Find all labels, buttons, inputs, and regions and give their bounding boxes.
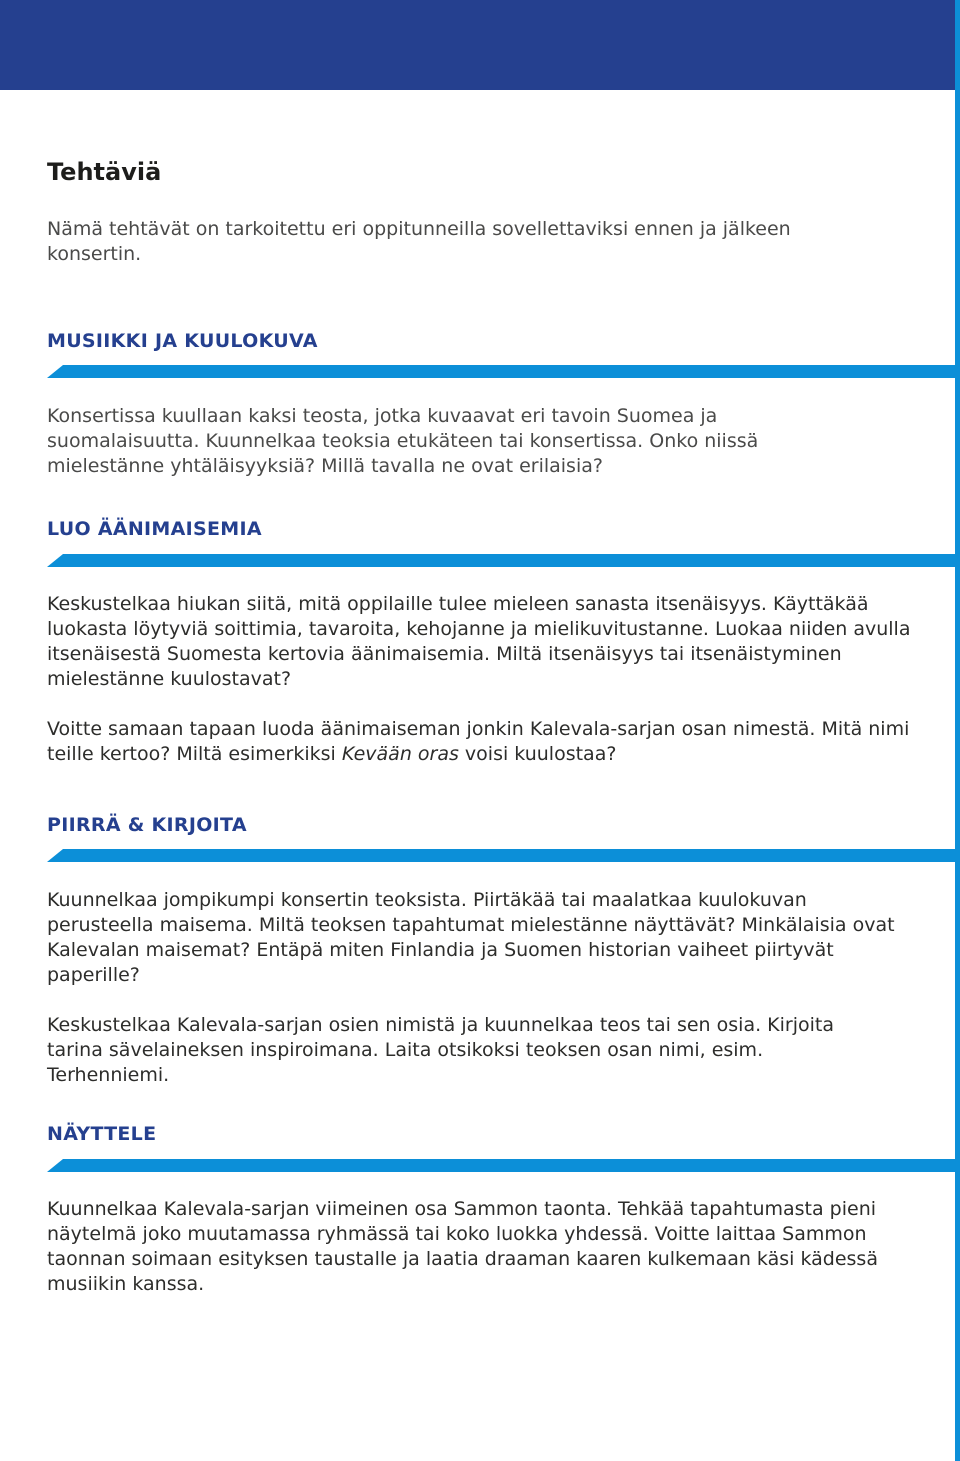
header-band — [0, 0, 955, 90]
page-title: Tehtäviä — [47, 158, 162, 186]
section-paragraph: Keskustelkaa hiukan siitä, mitä oppilaille tulee mieleen sanasta itsenäisyys. Käyttäkää luokasta löytyviä soittimia, tavaroita, kehojanne ja mielikuvitustanne. Luokaa niiden avulla itsenäisestä Suomesta kertovia äänimaisemia. Miltä itsenäisyys tai itsenäistyminen mielestänne kuulostavat? — [47, 593, 911, 690]
section-heading-musiikki: MUSIIKKI JA KUULOKUVA — [47, 330, 318, 352]
section-paragraph: Kuunnelkaa Kalevala-sarjan viimeinen osa Sammon taonta. Tehkää tapahtumasta pieni näytelmä joko muutamassa ryhmässä tai koko luokka yhdessä. Voitte laittaa Sammon taonnan soimaan esityksen taustalle ja laatia draaman kaaren kulkemaan käsi kädessä musiikin kanssa. — [47, 1198, 878, 1295]
section-rule — [47, 554, 960, 567]
section-paragraph: Keskustelkaa Kalevala-sarjan osien nimistä ja kuunnelkaa teos tai sen osia. Kirjoita tarina sävelaineksen inspiroimana. Laita otsikoksi teoksen osan nimi, esim. Terhenniemi. — [47, 1014, 834, 1086]
paragraph-text: Voitte samaan tapaan luoda äänimaiseman jonkin Kalevala-sarjan osan nimestä. Mitä nimi teille kertoo? Miltä esimerkiksi — [47, 718, 910, 765]
section-paragraph: Kuunnelkaa jompikumpi konsertin teoksista. Piirtäkää tai maalatkaa kuulokuvan perusteella maisema. Miltä teoksen tapahtumat mielestänne näyttävät? Minkälaisia ovat Kalevalan maisemat? Entäpä miten Finlandia ja Suomen historian vaiheet piirtyvät paperille? — [47, 889, 895, 986]
section-heading-luo-aanimaisemia: LUO ÄÄNIMAISEMIA — [47, 518, 262, 540]
intro-paragraph: Nämä tehtävät on tarkoitettu eri oppitunneilla sovellettaviksi ennen ja jälkeen konsertin. — [47, 218, 791, 265]
right-edge-stripe — [955, 90, 960, 1461]
work-title: Kevään oras — [341, 743, 459, 765]
right-edge-stripe-top — [955, 0, 960, 90]
section-paragraph: Konsertissa kuullaan kaksi teosta, jotka kuvaavat eri tavoin Suomea ja suomalaisuutta. Kuunnelkaa teoksia etukäteen tai konsertissa. Onko niissä mielestänne yhtäläisyyksiä? Millä tavalla ne ovat erilaisia? — [47, 405, 759, 477]
paragraph-text: voisi kuulostaa? — [458, 743, 617, 765]
section-rule — [47, 1159, 960, 1172]
section-rule — [47, 849, 960, 862]
section-paragraph — [47, 717, 927, 767]
section-rule — [47, 365, 960, 378]
section-heading-nayttele: NÄYTTELE — [47, 1123, 157, 1145]
section-heading-piirra-kirjoita: PIIRRÄ & KIRJOITA — [47, 814, 247, 836]
